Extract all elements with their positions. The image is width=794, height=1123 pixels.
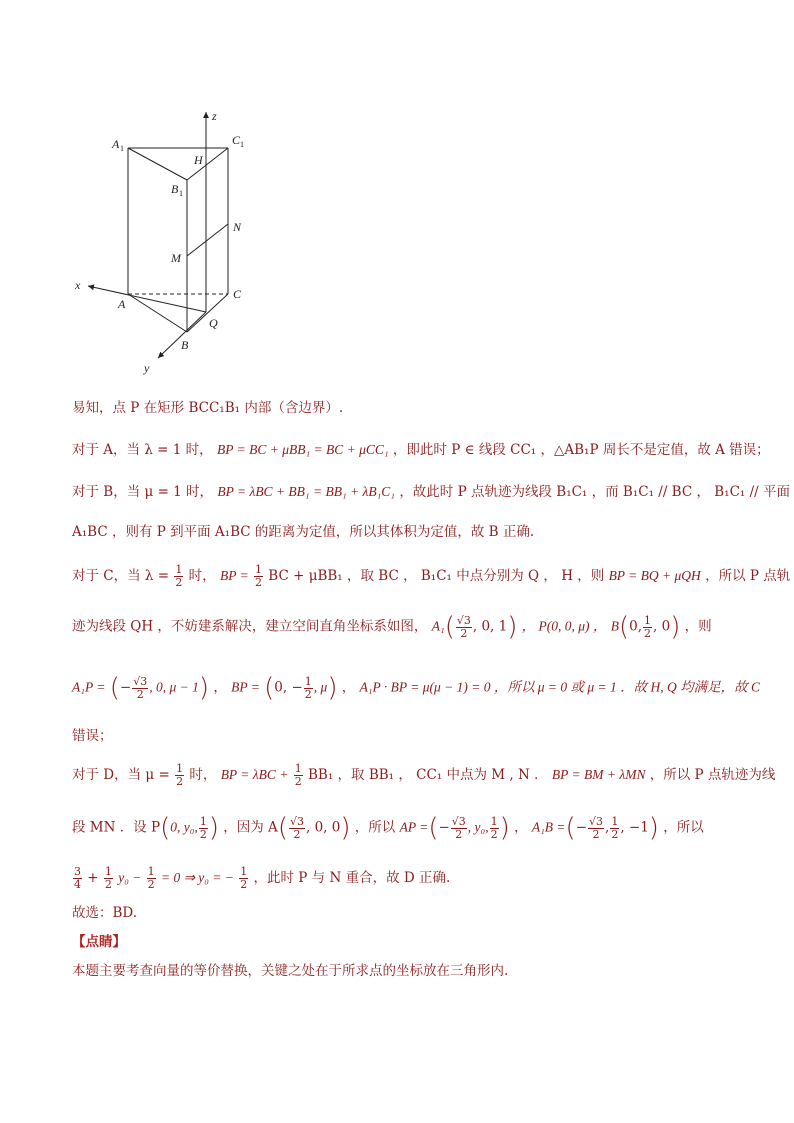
line-6-b: A₁: [431, 618, 445, 634]
fraction-half: $\frac{1}{2}$: [199, 814, 207, 841]
label-z: z: [212, 109, 217, 123]
line-3: [72, 483, 790, 501]
line-6-e: B: [610, 618, 619, 634]
fraction-half: $\frac{1}{2}$: [294, 762, 302, 788]
section-tag: 【点睛】: [72, 934, 126, 950]
label-B1-sub: 1: [179, 189, 183, 198]
fraction-sqrt3-2: $\frac{√3}{2}$: [133, 674, 148, 701]
fraction-sqrt3-2: $\frac{√3}{2}$: [289, 814, 304, 841]
line-6-d: ， P(0, 0, μ) ，: [521, 618, 607, 634]
line-14: 本题主要考查向量的等价替换，关键之处在于所求点的坐标放在三角形内.: [72, 963, 509, 979]
fraction-sqrt3-2: $\frac{√3}{2}$: [589, 814, 604, 841]
label-x: x: [75, 278, 81, 292]
line-8: 错误；: [72, 728, 113, 744]
line-5-a: 对于 C，当 λ =: [72, 568, 170, 584]
line-1: 易知，点 P 在矩形 BCC₁B₁ 内部（含边界）.: [72, 400, 344, 416]
line-2-c: ，即此时 P ∈ 线段 CC₁ ，△AB₁P 周长不是定值，故 A 错误；: [392, 442, 770, 458]
line-5-f: ，所以 P 点轨: [705, 568, 791, 584]
line-6-c: , 0, 1: [472, 618, 508, 635]
line-2-a: 对于 A，当 λ = 1 时，: [72, 442, 213, 458]
label-N: N: [233, 220, 242, 234]
label-B: B: [181, 338, 189, 352]
label-M: M: [171, 251, 181, 265]
label-A: A: [118, 297, 126, 311]
label-H: H: [194, 153, 203, 167]
fraction-half: $\frac{1}{2}$: [255, 563, 262, 589]
label-A1-sub: 1: [120, 144, 124, 153]
label-C1: C: [232, 133, 241, 147]
label-C: C: [233, 287, 242, 301]
label-B1: B: [171, 182, 179, 196]
fraction-sqrt3-2: $\frac{√3}{2}$: [451, 814, 466, 841]
fraction-half: $\frac{1}{2}$: [490, 814, 498, 841]
fraction-sqrt3-2: $\frac{√3}{2}$: [456, 613, 471, 640]
line-6-g: , 0: [653, 618, 671, 635]
line-7-a: A₁P =: [72, 679, 106, 695]
fraction-half: $\frac{1}{2}$: [644, 613, 652, 640]
label-C1-sub: 1: [240, 140, 244, 149]
line-7-i: A₁P · BP = μ(μ − 1) = 0 ，所以 μ = 0 或 μ = 1 ．故 H, Q 均满足，故 C: [359, 679, 761, 695]
line-3-formula: BP = λBC + BB₁ = BB₁ + λB₁C₁: [217, 484, 396, 499]
line-6-h: ，则: [684, 618, 712, 635]
line-9: 对于 D，当 μ = $\frac{1}{2}$ 时， BP = λBC + $\frac{1}{2}$ BB₁ ，取 BB₁ ， CC₁ 中点为 M , N ． BP = BM + λMN ，所以 P 点轨迹为线: [72, 762, 776, 788]
line-5-d: BC + μBB₁ ，取 BC ， B₁C₁ 中点分别为 Q ， H ，则: [268, 568, 605, 584]
line-2-formula: BP = BC + μBB₁ = BC + μCC₁: [216, 442, 389, 457]
fraction-half: $\frac{1}{2}$: [147, 865, 155, 891]
line-5-b: 时，: [188, 568, 216, 584]
line-6-a: 迹为线段 QH ，不妨建系解决，建立空间直角坐标系如图，: [72, 618, 428, 635]
line-4: A₁BC ，则有 P 到平面 A₁BC 的距离为定值，所以其体积为定值，故 B 正确.: [72, 524, 535, 540]
prism-figure: [60, 100, 270, 380]
fraction-half: $\frac{1}{2}$: [240, 865, 248, 891]
label-A1: A: [112, 137, 120, 151]
label-Q: Q: [209, 316, 218, 330]
line-11: $\frac{3}{4}$ + $\frac{1}{2}$ y₀ − $\frac{1}{2}$ = 0 ⇒ y₀ = − $\frac{1}{2}$ ，此时 P 与 N 重合，故 D 正确.: [74, 865, 451, 891]
fraction-3-4: $\frac{3}{4}$: [74, 865, 81, 891]
fraction-half: $\frac{1}{2}$: [611, 814, 619, 841]
line-2: [72, 441, 770, 459]
line-7-e: BP =: [231, 679, 260, 695]
fraction-half: $\frac{1}{2}$: [175, 563, 183, 589]
line-5-e: BP = BQ + μQH: [608, 568, 701, 583]
fraction-half: $\frac{1}{2}$: [176, 762, 184, 788]
fraction-half: $\frac{1}{2}$: [304, 674, 312, 701]
line-5: [72, 564, 790, 589]
line-10: 段 MN ．设 P(0, y₀, $\frac{1}{2}$ ) ，因为 A( $\frac{√3}{2}$ , 0, 0) ，所以 AP =(− $\frac{√3}{2}$ , y₀, $\frac{1}{2}$ ) ， A₁B =(− $\frac{√3}{2}$ , $\frac{1}{2}$ , −1) ，所以: [72, 813, 704, 843]
line-3-c: ，故此时 P 点轨迹为线段 B₁C₁ ，而 B₁C₁ // BC ， B₁C₁ // 平面: [399, 484, 791, 500]
label-y: y: [144, 361, 150, 375]
line-6: 迹为线段 QH ，不妨建系解决，建立空间直角坐标系如图， A₁( $\frac{√3}{2}$ , 0, 1) ， P(0, 0, μ) ， B(0, $\frac{1}{2}$ , 0) ，则: [72, 612, 712, 642]
line-5-c: BP =: [219, 568, 249, 583]
line-3-a: 对于 B，当 μ = 1 时，: [72, 484, 214, 500]
line-12: 故选：BD.: [72, 905, 138, 921]
line-6-f: 0,: [629, 618, 643, 635]
line-7: A₁P = (− $\frac{√3}{2}$ , 0, μ − 1) ， BP = (0, − $\frac{1}{2}$ , μ) ， A₁P · BP = μ(μ − 1) = 0 ，所以 μ = 0 或 μ = 1 ．故 H, Q 均满足，故 C: [72, 673, 761, 703]
fraction-half: $\frac{1}{2}$: [104, 865, 112, 891]
